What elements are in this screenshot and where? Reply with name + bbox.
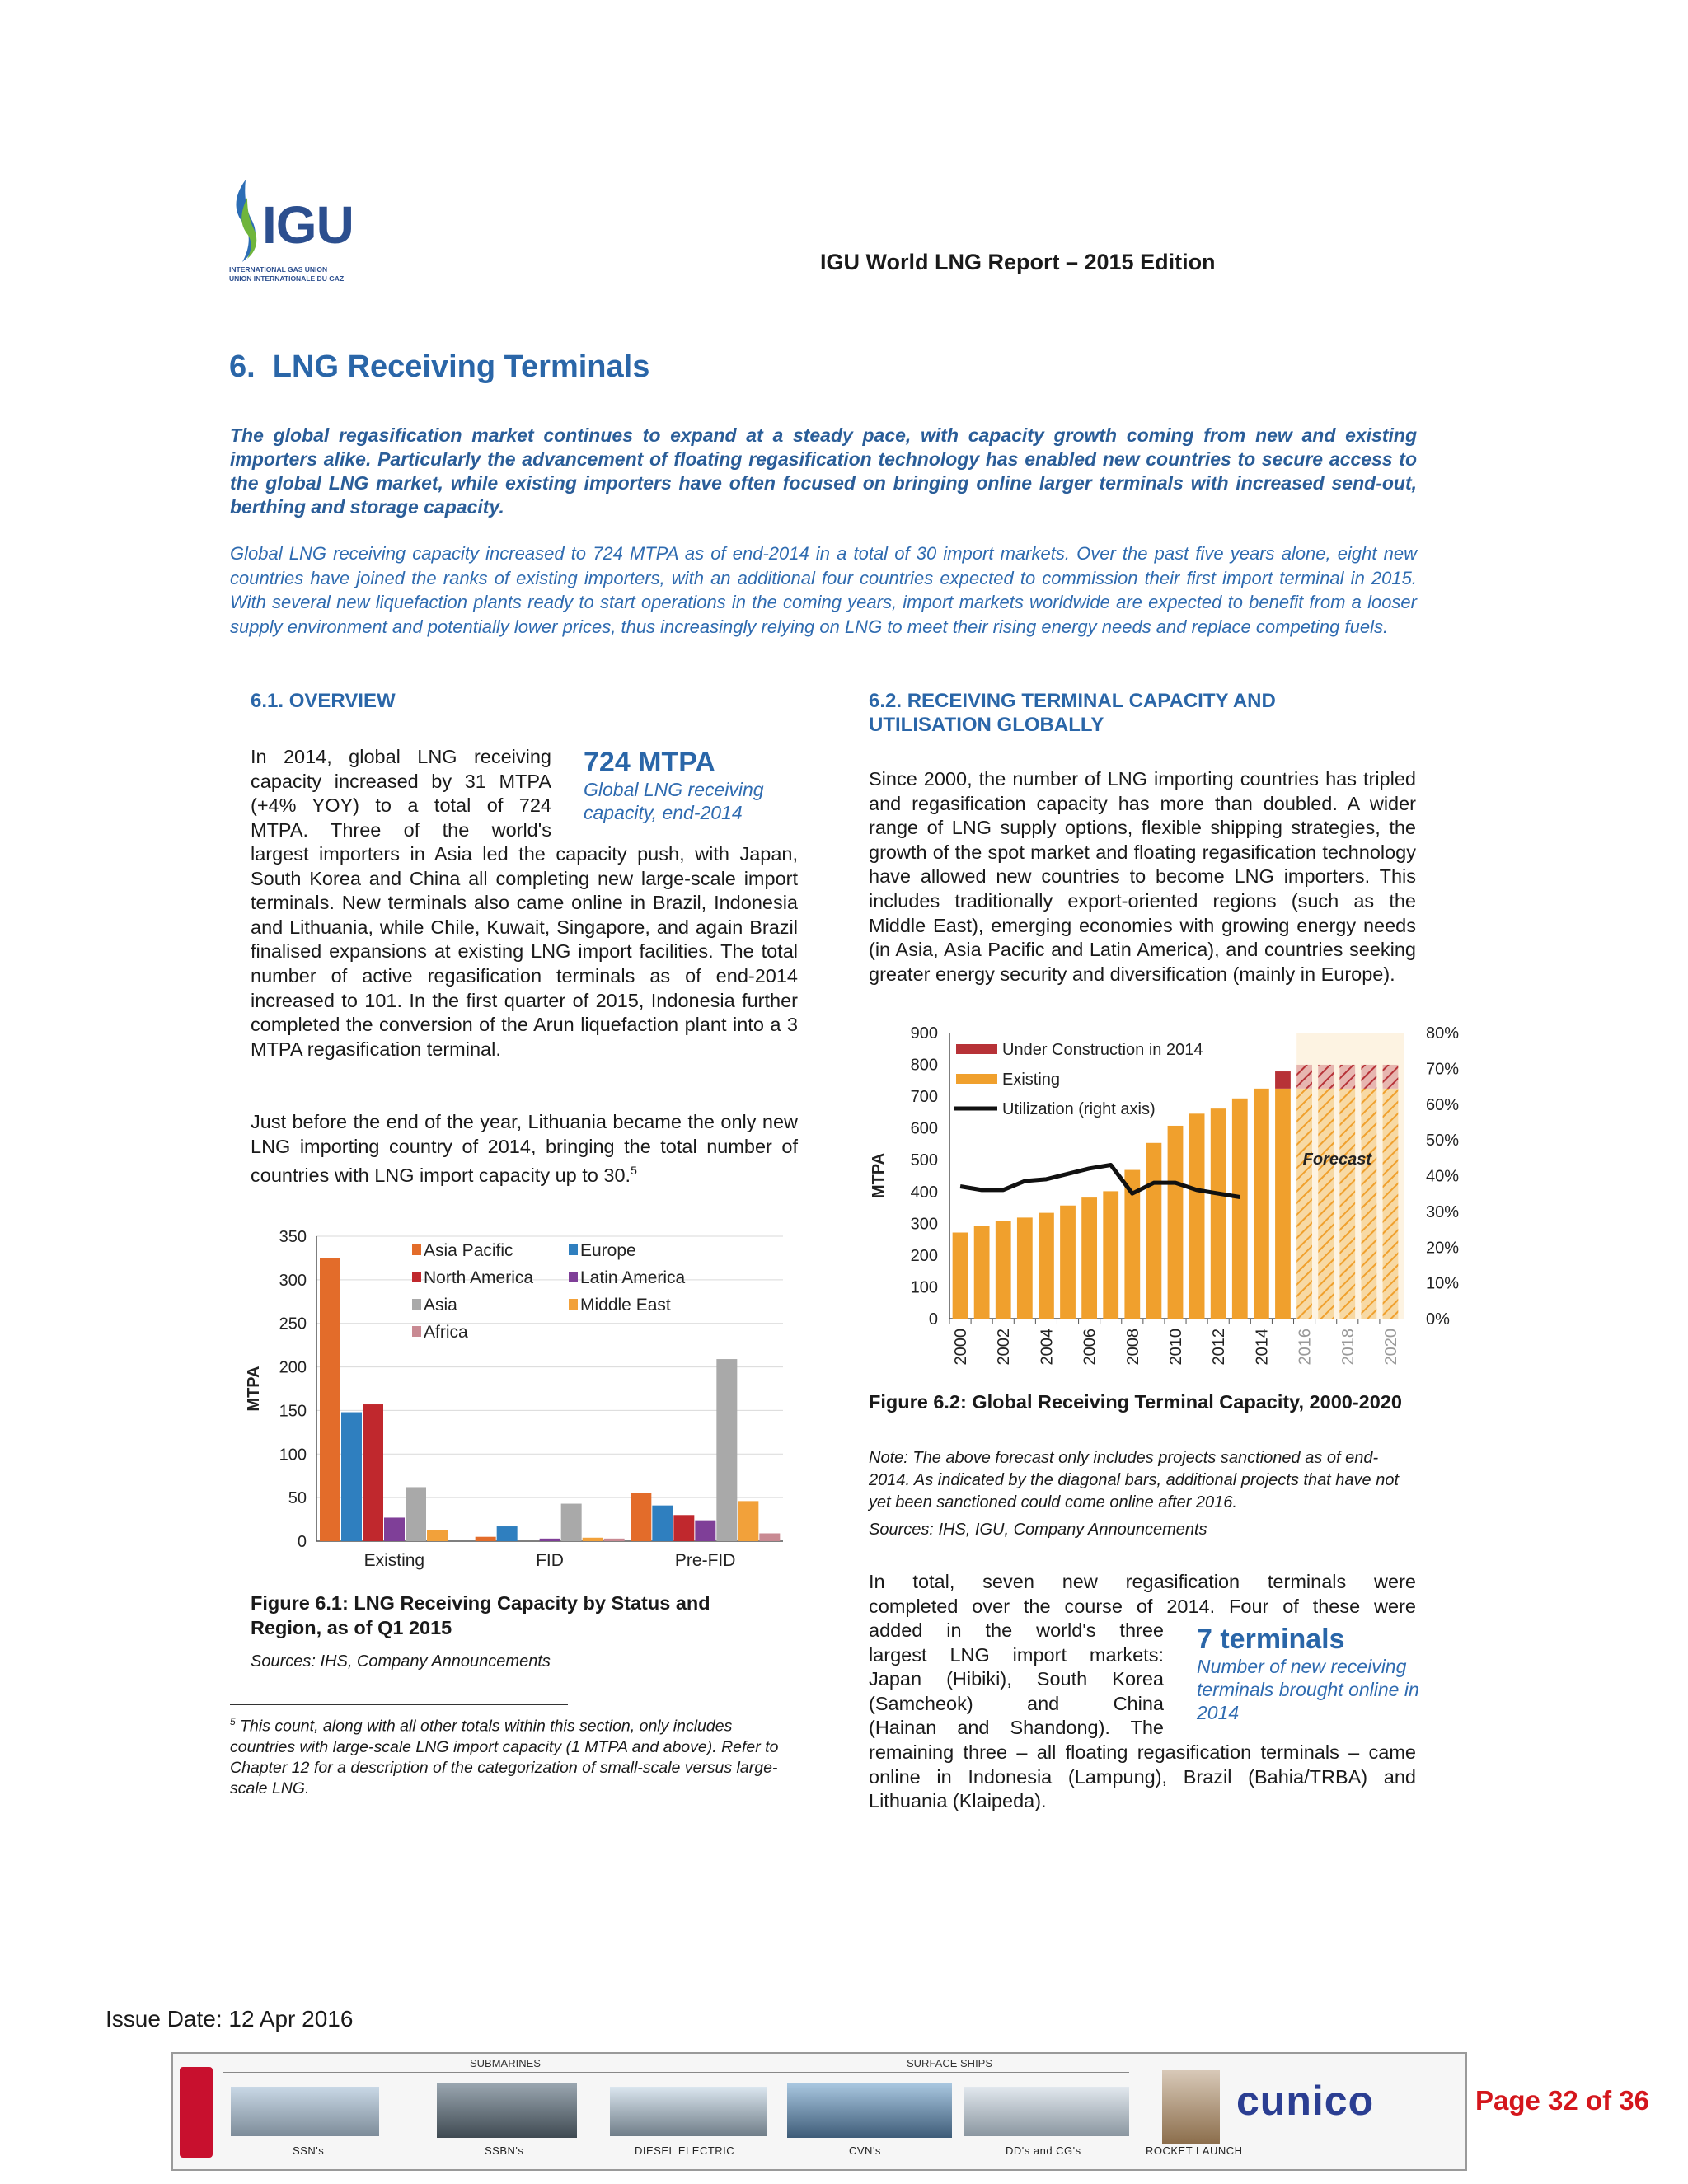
callout-text: Global LNG receiving capacity, end-2014 <box>584 779 764 823</box>
capacity-para2-rest: remaining three – all floating regasification terminals – came online in Indonesia (Lampung), Brazil (Bahia/TRBA) and Lithuania (Klaipeda). <box>869 1741 1416 1812</box>
thumb-label: SSN's <box>293 2144 325 2157</box>
bar-existing <box>996 1221 1011 1319</box>
page-title: 6. LNG Receiving Terminals <box>229 349 650 384</box>
y-tick-label: 0 <box>297 1533 307 1551</box>
capacity-para2-wrap <box>869 1619 1164 1741</box>
overview-para2-text: Just before the end of the year, Lithuania became the only new LNG importing country of 2014, bringing the total number of countries with LNG import capacity up to 30. <box>251 1111 798 1187</box>
bar-existing <box>1361 1089 1376 1319</box>
footnote-rule <box>230 1704 568 1705</box>
legend-label: Utilization (right axis) <box>1002 1100 1156 1118</box>
bar-under-construction <box>1383 1065 1399 1089</box>
y2-tick-label: 40% <box>1426 1167 1460 1186</box>
bar-asia <box>561 1504 582 1541</box>
y-tick-label: 50 <box>288 1489 307 1508</box>
bar-under-construction <box>1296 1065 1312 1089</box>
bar-europe <box>652 1506 673 1541</box>
x-tick-label: 2008 <box>1123 1329 1142 1366</box>
footnote-number: 5 <box>230 1716 236 1727</box>
legend-swatch <box>956 1074 997 1084</box>
thumb-ssbn <box>437 2083 577 2138</box>
page-number: Page 32 of 36 <box>1475 2085 1649 2116</box>
y-tick-label: 350 <box>279 1228 307 1246</box>
legend-swatch <box>412 1326 421 1337</box>
legend-label: Asia Pacific <box>424 1241 513 1260</box>
x-tick-label: 2016 <box>1296 1329 1315 1366</box>
capacity-callout <box>1197 1624 1419 1724</box>
figure1-sources: Sources: IHS, Company Announcements <box>251 1652 551 1671</box>
y2-tick-label: 20% <box>1426 1239 1460 1258</box>
y-axis-title: MTPA <box>870 1152 888 1199</box>
bar-existing <box>974 1226 990 1319</box>
y-tick-label: 800 <box>910 1056 938 1075</box>
y-tick-label: 200 <box>279 1358 307 1377</box>
callout-value: 7 terminals <box>1197 1624 1345 1655</box>
y-tick-label: 250 <box>279 1315 307 1333</box>
overview-para1-rest: largest importers in Asia led the capacity push, with Japan, South Korea and China all completing new large-scale import terminals. New terminals also came online in Brazil, Indonesia and Lithuania, while Chile, Kuwait, Singapore, and again Brazil finalised expansions at existing LNG import facilities. The total number of active regasification terminals as of end-2014 increased to 101. In the first quarter of 2015, Indonesia further completed the conversion of the Arun liquefaction plant into a 3 MTPA regasification terminal. <box>251 843 798 1060</box>
x-tick-label: 2000 <box>952 1329 971 1366</box>
y-tick-label: 0 <box>928 1310 938 1329</box>
bar-asia-pacific <box>320 1258 340 1541</box>
figure2-caption: Figure 6.2: Global Receiving Terminal Capacity, 2000-2020 <box>869 1391 1402 1413</box>
logo-subtitle-2: UNION INTERNATIONALE DU GAZ <box>229 274 345 283</box>
lead-paragraph: The global regasification market continues to expand at a steady pace, with capacity growth coming from new and existing importers alike. Particularly the advancement of floating regasification technology has enabled new countries to secure access to the global LNG market, while existing importers have often focused on bringing online larger terminals with increased send-out, berthing and storage capacity. <box>230 424 1417 518</box>
y-tick-label: 600 <box>910 1119 938 1138</box>
x-tick-label: 2020 <box>1381 1329 1400 1366</box>
overview-line: (+4% YOY) to a total of 724 <box>251 794 551 817</box>
bar-africa <box>759 1533 780 1541</box>
bar-existing <box>1189 1113 1205 1319</box>
y-tick-label: 100 <box>910 1278 938 1297</box>
capacity-line: (Hainan and Shandong). The <box>869 1717 1164 1739</box>
x-tick-label: 2002 <box>995 1329 1014 1366</box>
y2-tick-label: 60% <box>1426 1095 1460 1114</box>
figure2-note: Note: The above forecast only includes projects sanctioned as of end-2014. As indicated by the diagonal bars, additional projects that have not yet been sanctioned could come online after 2016. <box>869 1449 1400 1511</box>
bar-middle-east <box>738 1501 758 1541</box>
legend-label: Europe <box>580 1241 636 1260</box>
y-tick-label: 500 <box>910 1151 938 1170</box>
thumb-diesel <box>610 2087 767 2136</box>
y-tick-label: 900 <box>910 1024 938 1043</box>
footnote <box>230 1712 782 1799</box>
x-tick-label: 2006 <box>1081 1329 1100 1366</box>
capacity-line: added in the world's three <box>869 1619 1164 1641</box>
bar-existing <box>1318 1089 1334 1319</box>
bar-latin-america <box>695 1521 715 1541</box>
banner-divider <box>223 2072 1129 2073</box>
x-tick-label: 2014 <box>1253 1329 1272 1366</box>
capacity-line: In total, seven new regasification terminals were <box>869 1571 1416 1592</box>
legend-label: Asia <box>424 1296 457 1315</box>
x-tick-label: Existing <box>363 1551 425 1570</box>
legend-label: Under Construction in 2014 <box>1002 1041 1203 1059</box>
bar-africa <box>604 1539 625 1541</box>
bar-existing <box>1103 1191 1118 1319</box>
overview-line: capacity increased by 31 MTPA <box>251 770 551 792</box>
issue-date: Issue Date: 12 Apr 2016 <box>106 2006 354 2032</box>
x-tick-label: 2018 <box>1339 1329 1357 1366</box>
bar-existing <box>1275 1089 1291 1319</box>
overview-callout <box>584 747 806 824</box>
bar-existing <box>1168 1126 1184 1319</box>
capacity-para2-top <box>869 1570 1416 1619</box>
bar-existing <box>1383 1089 1399 1319</box>
thumb-label: DD's and CG's <box>1006 2144 1081 2157</box>
thumb-label: SSBN's <box>485 2144 524 2157</box>
legend-swatch <box>412 1272 421 1282</box>
legend-label: Existing <box>1002 1071 1061 1089</box>
y-tick-label: 300 <box>279 1271 307 1290</box>
y2-tick-label: 70% <box>1426 1060 1460 1079</box>
capacity-line: (Samcheok) and China <box>869 1692 1164 1714</box>
legend-label: North America <box>424 1268 534 1287</box>
bar-existing <box>1296 1089 1312 1319</box>
x-tick-label: 2004 <box>1038 1329 1057 1366</box>
legend-label: Latin America <box>580 1268 686 1287</box>
bar-north-america <box>363 1404 383 1541</box>
thumb-destroyer <box>964 2087 1129 2136</box>
overview-para2 <box>251 1110 798 1188</box>
bar-asia <box>406 1487 426 1541</box>
bar-under-construction <box>1275 1071 1291 1089</box>
y-axis-title: MTPA <box>245 1366 263 1412</box>
bar-middle-east <box>427 1530 448 1541</box>
bar-existing <box>1211 1108 1226 1319</box>
capacity-line: Japan (Hibiki), South Korea <box>869 1668 1164 1690</box>
logo-text: IGU <box>262 195 354 255</box>
legend-swatch <box>412 1299 421 1310</box>
y-tick-label: 100 <box>279 1446 307 1465</box>
dynamic-controls-logo <box>180 2067 213 2158</box>
overview-heading: 6.1. OVERVIEW <box>251 690 396 712</box>
figure1-caption: Figure 6.1: LNG Receiving Capacity by Status and Region, as of Q1 2015 <box>251 1592 710 1638</box>
bar-existing <box>1081 1197 1097 1319</box>
y-tick-label: 200 <box>910 1246 938 1265</box>
footnote-mark: 5 <box>631 1164 637 1178</box>
igu-logo <box>223 173 387 288</box>
bar-existing <box>1017 1217 1033 1319</box>
legend-swatch <box>569 1244 578 1255</box>
capacity-line: largest LNG import markets: <box>869 1643 1164 1666</box>
callout-text: Number of new receiving terminals brought online in 2014 <box>1197 1656 1419 1723</box>
bar-existing <box>1339 1089 1355 1319</box>
bar-under-construction <box>1339 1065 1355 1089</box>
thumb-ssn <box>231 2087 379 2136</box>
overview-line: MTPA. Three of the world's <box>251 818 551 841</box>
legend-label: Middle East <box>580 1296 671 1315</box>
x-tick-label: 2010 <box>1167 1329 1185 1366</box>
x-tick-label: Pre-FID <box>674 1551 736 1570</box>
bar-europe <box>341 1413 362 1541</box>
y-tick-label: 700 <box>910 1088 938 1107</box>
bar-latin-america <box>540 1539 560 1541</box>
bar-under-construction <box>1361 1065 1376 1089</box>
intro-paragraph: Global LNG receiving capacity increased to 724 MTPA as of end-2014 in a total of 30 import markets. Over the past five years alone, eight new countries have joined the ranks of existing importers, with an additional four countries expected to commission their first import terminal in 2015. With several new liquefaction plants ready to start operations in the coming years, import markets worldwide are expected to benefit from a looser supply environment and potentially lower prices, thus increasingly relying on LNG to meet their rising energy needs and replace competing fuels. <box>230 543 1417 637</box>
capacity-heading <box>869 689 1276 737</box>
bar-latin-america <box>384 1517 405 1541</box>
capacity-heading-line1: 6.2. RECEIVING TERMINAL CAPACITY AND <box>869 690 1276 712</box>
bar-asia <box>716 1359 737 1541</box>
chart-capacity-by-region <box>239 1220 799 1582</box>
bar-asia-pacific <box>631 1493 651 1541</box>
bar-existing <box>1039 1213 1054 1319</box>
y2-tick-label: 50% <box>1426 1132 1460 1151</box>
bar-existing <box>953 1233 968 1319</box>
footer-banner <box>171 2052 1467 2171</box>
bar-existing <box>1254 1089 1269 1319</box>
bar-middle-east <box>583 1538 603 1541</box>
cunico-logo: cunico <box>1236 2078 1375 2124</box>
thumb-label: ROCKET LAUNCH <box>1146 2144 1243 2157</box>
thumb-cvn <box>787 2083 952 2138</box>
x-tick-label: 2012 <box>1210 1329 1229 1366</box>
bar-under-construction <box>1318 1065 1334 1089</box>
forecast-label: Forecast <box>1302 1151 1372 1169</box>
group-surface-ships: SURFACE SHIPS <box>907 2057 993 2069</box>
footnote-text: This count, along with all other totals within this section, only includes countries with large-scale LNG import capacity (1 MTPA and above). Refer to Chapter 12 for a description of the categorization of small-scale versus large-scale LNG. <box>230 1717 779 1797</box>
y2-tick-label: 10% <box>1426 1274 1460 1293</box>
y2-tick-label: 30% <box>1426 1202 1460 1221</box>
bar-existing <box>1232 1099 1248 1319</box>
bar-existing <box>1146 1143 1162 1319</box>
bar-asia-pacific <box>476 1537 496 1541</box>
y2-tick-label: 0% <box>1426 1310 1450 1329</box>
capacity-para1: Since 2000, the number of LNG importing countries has tripled and regasification capacity has more than doubled. A wider range of LNG supply options, flexible shipping strategies, the growth of the spot market and floating regasification technology have allowed new countries to become LNG importers. This includes traditionally export-oriented regions (such as the Middle East), emerging economies with growing energy needs (in Asia, Asia Pacific and Latin America), and countries seeking greater energy security and diversification (mainly in Europe). <box>869 768 1416 985</box>
capacity-line: completed over the course of 2014. Four of these were <box>869 1595 1416 1617</box>
callout-value: 724 MTPA <box>584 747 715 778</box>
legend-swatch <box>569 1272 578 1282</box>
thumb-rocket <box>1162 2070 1220 2144</box>
overview-para1-head <box>251 745 551 842</box>
bar-north-america <box>673 1515 694 1541</box>
y-tick-label: 150 <box>279 1402 307 1421</box>
chart-global-capacity <box>857 1012 1460 1383</box>
report-title: IGU World LNG Report – 2015 Edition <box>820 250 1216 274</box>
y-tick-label: 400 <box>910 1183 938 1202</box>
legend-swatch <box>412 1244 421 1255</box>
capacity-heading-line2: UTILISATION GLOBALLY <box>869 714 1104 736</box>
y2-tick-label: 80% <box>1426 1024 1460 1043</box>
legend-swatch <box>956 1044 997 1054</box>
bar-europe <box>497 1526 518 1541</box>
figure2-sources: Sources: IHS, IGU, Company Announcements <box>869 1521 1207 1539</box>
y-tick-label: 300 <box>910 1215 938 1234</box>
bar-existing <box>1060 1206 1076 1319</box>
overview-line: In 2014, global LNG receiving <box>251 746 551 767</box>
group-submarines: SUBMARINES <box>470 2057 541 2069</box>
thumb-label: CVN's <box>849 2144 881 2157</box>
logo-subtitle-1: INTERNATIONAL GAS UNION <box>229 265 328 274</box>
legend-label: Africa <box>424 1323 468 1342</box>
legend-swatch <box>569 1299 578 1310</box>
x-tick-label: FID <box>536 1551 564 1570</box>
thumb-label: DIESEL ELECTRIC <box>635 2144 735 2157</box>
